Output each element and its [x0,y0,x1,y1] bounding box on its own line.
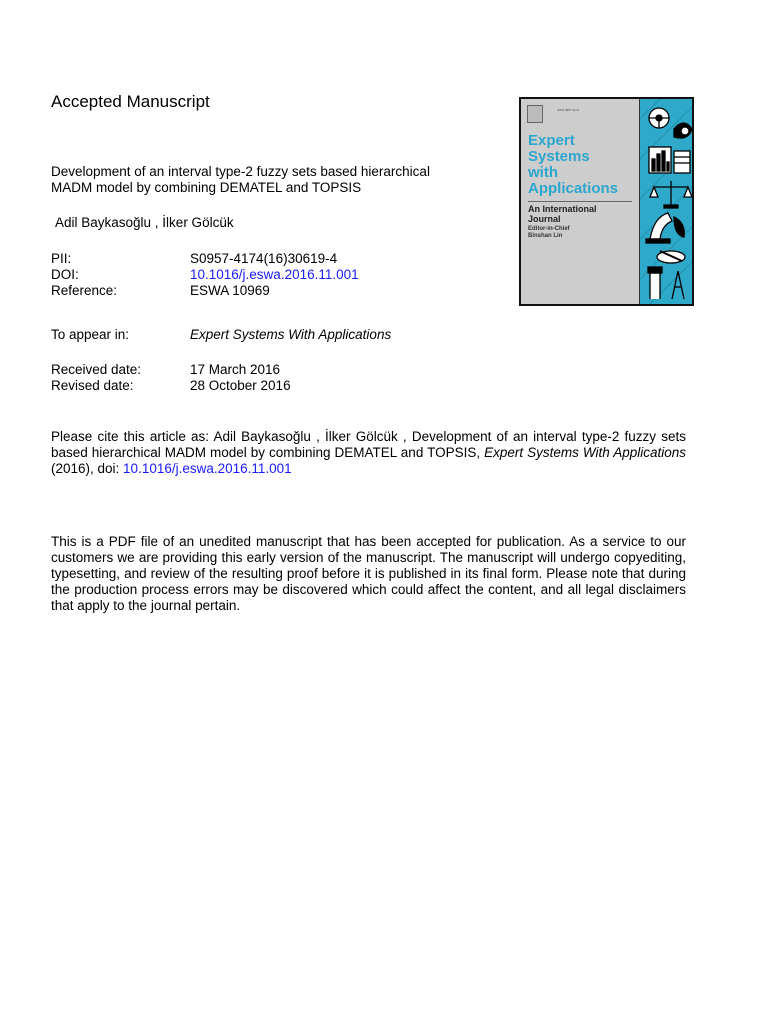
citation-doi-link[interactable]: 10.1016/j.eswa.2016.11.001 [123,461,292,476]
revised-row [51,378,291,394]
reference-value: ESWA 10969 [190,283,270,298]
revised-value: 28 October 2016 [190,378,291,393]
cover-title-line: Applications [528,180,619,197]
appear-row [51,327,391,343]
cover-title-line: with [528,164,558,181]
cover-title [528,133,618,197]
pii-row [51,251,337,267]
cover-title-line: Expert [528,132,575,149]
cover-subtitle [528,204,597,224]
cover-subtitle-line: An International [528,204,597,214]
elsevier-logo-icon [527,105,543,123]
citation-paragraph [51,429,686,477]
cover-title-line: Systems [528,148,590,165]
received-value: 17 March 2016 [190,362,281,377]
article-authors: Adil Baykasoğlu , İlker Gölcük [55,215,234,230]
pii-value: S0957-4174(16)30619-4 [190,251,338,266]
cover-issn: ISSN 0957-4174 [557,108,580,112]
steering-wheel-icon [649,108,669,128]
rocket-icon [657,251,685,263]
doi-label: DOI: [51,267,79,282]
bar-chart-icon [649,147,690,173]
received-row [51,362,280,378]
article-title: Development of an interval type-2 fuzzy sets based hierarchical MADM model by combining DEMATEL and TOPSIS [51,164,430,195]
appear-label: To appear in: [51,327,130,342]
cover-rule [528,201,632,202]
cover-editor-role: Editor-in-Chief [528,226,570,232]
journal-cover-image [519,97,694,306]
citation-journal: Expert Systems With Applications [484,445,686,460]
pii-label: PII: [51,251,72,266]
reference-row [51,283,270,299]
revised-label: Revised date: [51,378,134,393]
page-heading: Accepted Manuscript [51,92,210,111]
cover-icon-strip [640,99,694,304]
citation-year: (2016), doi: [51,461,124,476]
reference-label: Reference: [51,283,118,298]
appear-value: Expert Systems With Applications [190,327,392,342]
citation-prefix: Please cite this article as: Adil Baykasoğlu , İlker Gölcük , Development of an interval type-2 fuzzy sets based hierarchical MADM model by combining DEMATEL and TOPSIS, [51,429,686,460]
disclaimer-paragraph: This is a PDF file of an unedited manuscript that has been accepted for publication. As a service to our customers we are providing this early version of the manuscript. The manuscript will undergo copyediting, typesetting, and review of the resulting proof before it is published in its final form. Please note that during the production process errors may be discovered which could affect the content, and all legal disclaimers that apply to the journal pertain. [51,534,686,613]
cover-icon-collage [640,99,694,304]
cover-editor-name: Binshan Lin [528,233,563,239]
doi-link[interactable]: 10.1016/j.eswa.2016.11.001 [190,267,359,282]
cover-subtitle-line: Journal [528,214,561,224]
received-label: Received date: [51,362,142,377]
cover-editor [528,226,570,240]
cover-divider [639,99,640,304]
doi-row [51,267,359,283]
